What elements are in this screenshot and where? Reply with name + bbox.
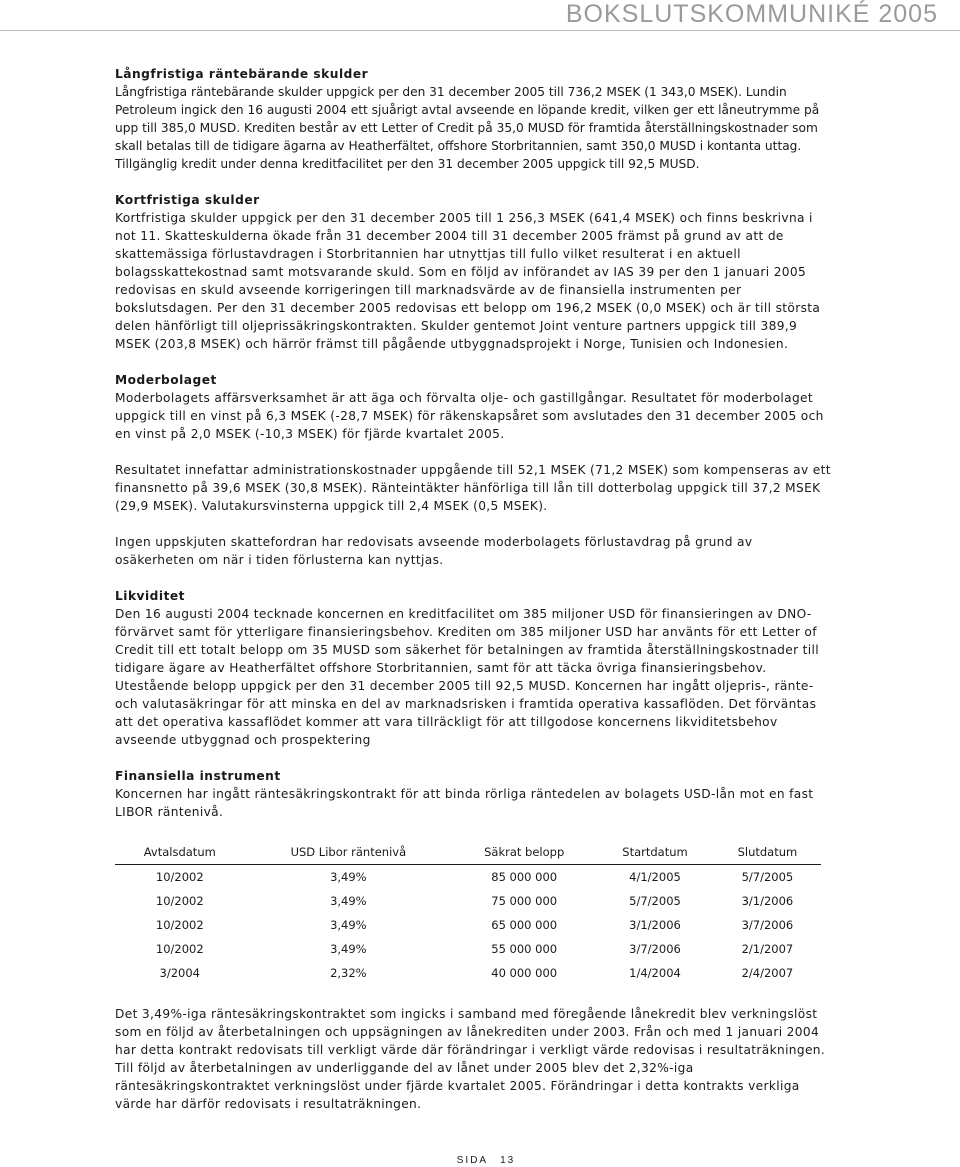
table-cell: 3,49% [330,894,367,908]
table-cell: 65 000 000 [491,918,558,932]
table-cell: 3/1/2006 [629,918,681,932]
table-cell: 10/2002 [155,918,204,932]
table-cell: 3/7/2006 [629,942,681,956]
table-row [115,937,821,961]
table-cell: 3,49% [330,918,367,932]
heading-likviditet: Likviditet [115,589,185,603]
table-cell: 2,32% [330,966,367,980]
document-body [115,65,835,1113]
table-cell: 10/2002 [155,870,204,884]
document-title: BOKSLUTSKOMMUNIKÉ 2005 [565,0,938,28]
table-row [115,913,821,937]
column-header: Avtalsdatum [115,841,245,865]
table-cell: 3/7/2006 [741,918,794,932]
table-cell: 3/2004 [159,966,200,980]
column-header: Startdatum [596,841,714,865]
section-moderbolaget [115,371,835,569]
column-header: Slutdatum [714,841,821,865]
column-header: USD Libor räntenivå [245,841,453,865]
table-row [115,865,821,890]
column-header: Säkrat belopp [452,841,596,865]
table-cell: 10/2002 [155,942,204,956]
table-cell: 10/2002 [155,894,204,908]
table-cell: 4/1/2005 [629,870,681,884]
heading-moderbolaget: Moderbolaget [115,373,217,387]
paragraph-finansiella: Koncernen har ingått räntesäkringskontrakt för att binda rörliga räntedelen av bolagets USD-lån mot en fast LIBOR räntenivå. [115,787,814,819]
table-cell: 1/4/2004 [629,966,681,980]
table-cell: 2/4/2007 [741,966,794,980]
table-cell: 75 000 000 [491,894,558,908]
table-row [115,961,821,985]
table-cell: 85 000 000 [491,870,558,884]
heading-langfristiga: Långfristiga räntebärande skulder [115,67,369,81]
page-number-value: 13 [500,1155,516,1166]
table-row [115,889,821,913]
section-likviditet [115,587,835,749]
page-number [0,1155,960,1166]
section-langfristiga [115,65,835,173]
paragraph-kortfristiga: Kortfristiga skulder uppgick per den 31 december 2005 till 1 256,3 MSEK (641,4 MSEK) och finns beskrivna i not 11. Skatteskulderna ökade från 31 december 2004 till 31 december 2005 främst på grund av att de skattemässiga förlustavdragen i Storbritannien har utnyttjas till fullo vilket resulterat i en aktuell bolagsskattekostnad samt motsvarande skuld. Som en följd av införandet av IAS 39 per den 1 januari 2005 redovisas en skuld avseende korrigeringen till marknadsvärde av de finansiella instrumenten per bokslutsdagen. Per den 31 december 2005 redovisas ett belopp om 196,2 MSEK (0,0 MSEK) och är till största delen hänförligt till oljeprissäkringskontrakten. Skulder gentemot Joint venture partners uppgick till 389,9 MSEK (203,8 MSEK) och härrör främst till pågående utbyggnadsprojekt i Norge, Tunisien och Indonesien. [115,211,821,351]
interest-hedge-table [115,841,821,985]
section-kortfristiga [115,191,835,353]
header-divider [0,30,960,31]
heading-finansiella: Finansiella instrument [115,769,281,783]
table-cell: 2/1/2007 [741,942,794,956]
section-finansiella [115,767,835,821]
table-header-row [115,841,821,865]
table-cell: 40 000 000 [491,966,558,980]
paragraph-closing: Det 3,49%-iga räntesäkringskontraktet som ingicks i samband med föregående lånekredit blev verkningslöst som en följd av återbetalningen och uppsägningen av lånekrediten under 2003. Från och med 1 januari 2004 har detta kontrakt redovisats till verkligt värde där förändringar i verkligt värde redovisas i resultaträkningen. Till följd av återbetalningen av underliggande del av lånet under 2005 blev det 2,32%-iga räntesäkringskontraktet verkningslöst under fjärde kvartalet 2005. Förändringar i detta kontrakts verkliga värde har därför redovisats i resultaträkningen. [115,1007,826,1111]
table-cell: 55 000 000 [491,942,558,956]
table-cell: 3,49% [330,870,367,884]
paragraph-moderbolaget-1: Moderbolagets affärsverksamhet är att äga och förvalta olje- och gastillgångar. Resultatet för moderbolaget uppgick till en vinst på 6,3 MSEK (-28,7 MSEK) för räkenskapsåret som avslutades den 31 december 2005 och en vinst på 2,0 MSEK (-10,3 MSEK) för fjärde kvartalet 2005. [115,391,824,441]
table-cell: 5/7/2005 [741,870,794,884]
paragraph-moderbolaget-3: Ingen uppskjuten skattefordran har redovisats avseende moderbolagets förlustavdrag på grund av osäkerheten om när i tiden förlusterna kan nyttjas. [115,535,753,567]
paragraph-likviditet: Den 16 augusti 2004 tecknade koncernen en kreditfacilitet om 385 miljoner USD för finansieringen av DNO-förvärvet samt för ytterligare finansieringsbehov. Krediten om 385 miljoner USD har använts för ett Letter of Credit till ett totalt belopp om 35 MUSD som säkerhet för betalningen av framtida återställningskostnader till tidigare ägare av Heatherfältet offshore Storbritannien, samt för att täcka övriga finansieringsbehov. Utestående belopp uppgick per den 31 december 2005 till 92,5 MUSD. Koncernen har ingått oljepris-, ränte- och valutasäkringar för att minska en del av marknadsrisken i framtida operativa kassaflöden. Det förväntas att det operativa kassaflödet kommer att vara tillräckligt för att tillgodose koncernens likviditetsbehov avseende utbyggnad och prospektering [115,607,819,747]
table-cell: 3,49% [330,942,367,956]
paragraph-moderbolaget-2: Resultatet innefattar administrationskostnader uppgående till 52,1 MSEK (71,2 MSEK) som kompenseras av ett finansnetto på 39,6 MSEK (30,8 MSEK). Ränteintäkter hänförliga till lån till dotterbolag uppgick till 37,2 MSEK (29,9 MSEK). Valutakursvinsterna uppgick till 2,4 MSEK (0,5 MSEK). [115,463,831,513]
paragraph-langfristiga: Långfristiga räntebärande skulder uppgick per den 31 december 2005 till 736,2 MSEK (1 343,0 MSEK). Lundin Petroleum ingick den 16 augusti 2004 ett sjuårigt avtal avseende en löpande kredit, vilken ger ett låneutrymme på upp till 385,0 MUSD. Krediten består av ett Letter of Credit på 35,0 MUSD för framtida återställningskostnader som skall betalas till de tidigare ägarna av Heatherfältet, offshore Storbritannien, samt 350,0 MUSD i kontanta uttag. Tillgänglig kredit under denna kreditfacilitet per den 31 december 2005 uppgick till 92,5 MUSD. [115,85,820,171]
page-label: SIDA [456,1155,489,1166]
table-cell: 5/7/2005 [629,894,681,908]
heading-kortfristiga: Kortfristiga skulder [115,193,260,207]
table-cell: 3/1/2006 [741,894,794,908]
